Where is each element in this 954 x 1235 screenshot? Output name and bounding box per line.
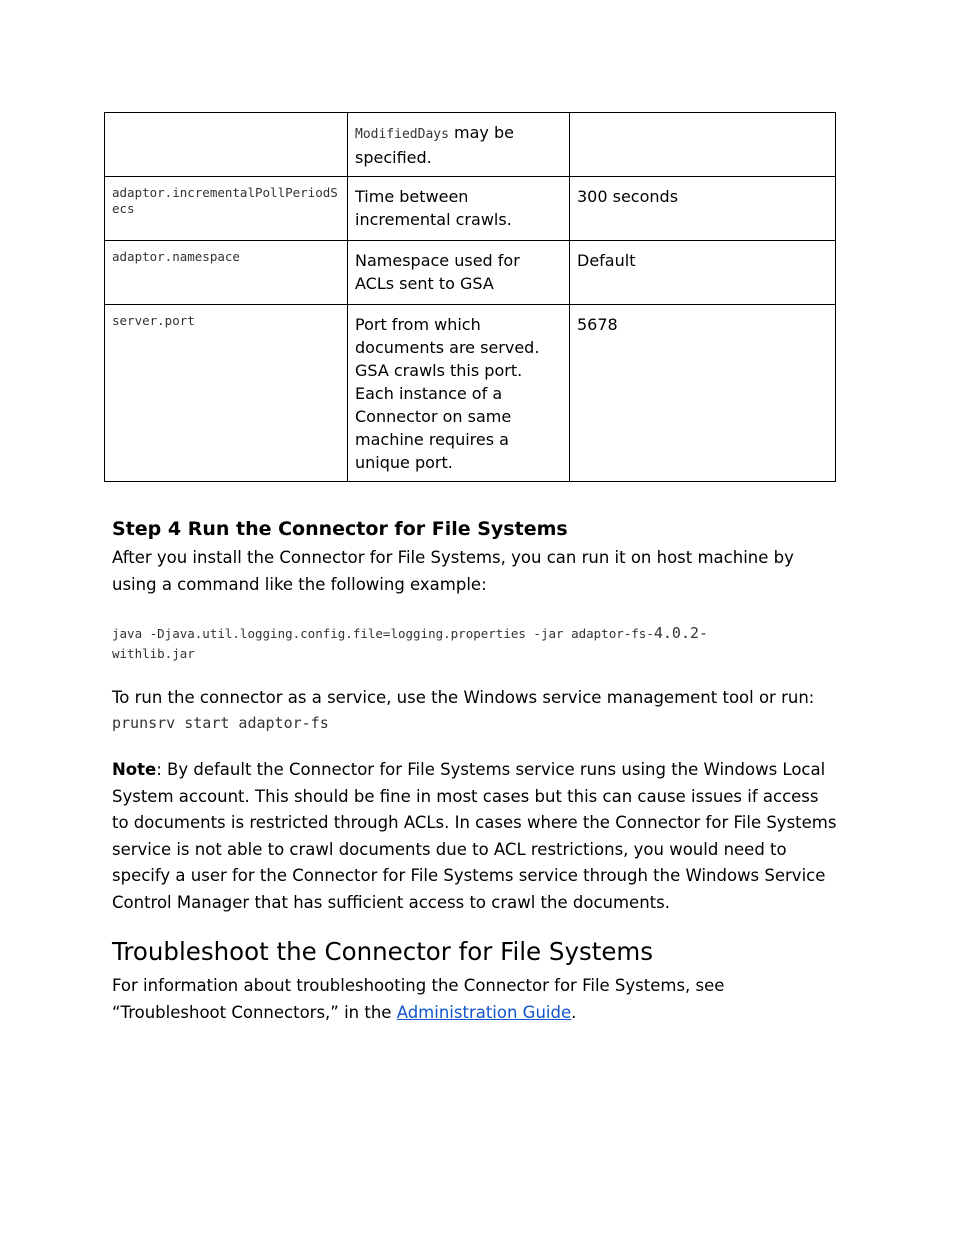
parameter-name-text: adaptor.incrementalPollPeriodSecs bbox=[112, 185, 338, 216]
parameter-description-cell: Time between incremental crawls. bbox=[348, 177, 570, 241]
troubleshoot-text: For information about troubleshooting the Connector for File Systems, see “Troubleshoot Connectors,” in the bbox=[112, 976, 725, 1022]
parameter-name-cell bbox=[105, 113, 348, 177]
command-suffix: withlib.jar bbox=[112, 645, 195, 661]
command-prefix: java -Djava.util.logging.config.file=logging.properties -jar adaptor-fs- bbox=[112, 626, 654, 641]
parameter-name-cell: adaptor.namespace bbox=[105, 241, 348, 305]
service-command-code: prunsrv start adaptor-fs bbox=[112, 714, 329, 732]
java-command-code bbox=[112, 624, 840, 663]
troubleshoot-heading: Troubleshoot the Connector for File Systems bbox=[112, 937, 654, 966]
description-text: may be specified. bbox=[355, 123, 514, 167]
parameter-description-cell: Namespace used for ACLs sent to GSA bbox=[348, 241, 570, 305]
administration-guide-link[interactable]: Administration Guide bbox=[396, 1002, 572, 1022]
parameter-description-cell bbox=[348, 113, 570, 177]
troubleshoot-paragraph bbox=[112, 973, 840, 1026]
note-paragraph bbox=[112, 757, 840, 916]
service-instructions: To run the connector as a service, use the Windows service management tool or run: bbox=[112, 688, 815, 707]
troubleshoot-text-end: . bbox=[571, 1002, 577, 1022]
inline-code: ModifiedDays bbox=[355, 127, 449, 142]
command-version: 4.0.2- bbox=[653, 624, 709, 642]
parameter-default-cell: 5678 bbox=[570, 305, 836, 482]
step-4-intro: After you install the Connector for File Systems, you can run it on host machine by using a command like the following example: bbox=[112, 548, 794, 594]
table-row bbox=[105, 113, 836, 177]
table-row bbox=[105, 177, 836, 241]
parameter-default-cell: Default bbox=[570, 241, 836, 305]
parameter-name-cell: server.port bbox=[105, 305, 348, 482]
parameter-default-cell bbox=[570, 113, 836, 177]
table-row bbox=[105, 241, 836, 305]
parameters-table bbox=[104, 112, 836, 482]
parameter-name-cell bbox=[105, 177, 348, 241]
note-label: Note bbox=[112, 760, 157, 779]
note-text: : By default the Connector for File Systems service runs using the Windows Local System account. This should be fine in most cases but this can cause issues if access to documents is restricted through ACLs. In cases where the Connector for File Systems service is not able to crawl documents due to ACL restrictions, you would need to specify a user for the Connector for File Systems service through the Windows Service Control Manager that has sufficient access to crawl the documents. bbox=[112, 760, 837, 912]
step-4-heading: Step 4 Run the Connector for File Systems bbox=[112, 518, 568, 540]
table-row bbox=[105, 305, 836, 482]
parameter-description-cell: Port from which documents are served. GSA crawls this port. Each instance of a Connector on same machine requires a unique port. bbox=[348, 305, 570, 482]
parameter-default-cell: 300 seconds bbox=[570, 177, 836, 241]
